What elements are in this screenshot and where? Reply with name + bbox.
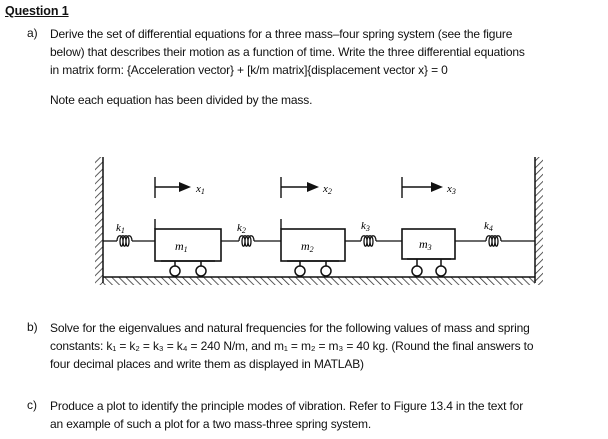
mass-1-block [155, 229, 221, 261]
mass-label-2: m2 [301, 239, 314, 254]
spring-2 [221, 236, 281, 247]
spring-1 [103, 236, 155, 247]
part-a-line-1: Derive the set of differential equations for a three mass–four spring system (see the figure [50, 27, 513, 41]
part-c-label: c) [27, 398, 37, 412]
spring-label-2: k2 [237, 222, 246, 235]
part-a-line-2: below) that describes their motion as a function of time. Write the three differential equations [50, 45, 525, 59]
displacement-arrow-3 [402, 177, 443, 198]
floor [103, 277, 535, 285]
mass-1-wheels [161, 261, 215, 276]
displacement-label-2: x2 [323, 183, 332, 196]
displacement-arrow-2 [281, 177, 319, 198]
displacement-label-3: x3 [447, 183, 456, 196]
part-b-line-3: four decimal places and write them as displayed in MATLAB) [50, 357, 364, 371]
mass-label-3: m3 [419, 237, 432, 252]
right-wall [535, 157, 543, 285]
part-a-line-3: in matrix form: {Acceleration vector} + [k/m matrix]{displacement vector x} = 0 [50, 63, 448, 77]
left-wall [95, 157, 103, 285]
spring-label-1: k1 [116, 222, 125, 235]
displacement-label-1: x1 [196, 183, 205, 196]
part-b-label: b) [27, 320, 38, 334]
mass-label-1: m1 [175, 239, 188, 254]
part-a-label: a) [27, 26, 38, 40]
part-b-line-1: Solve for the eigenvalues and natural frequencies for the following values of mass and spring [50, 321, 530, 335]
mass-spring-figure [95, 155, 545, 295]
part-a-note: Note each equation has been divided by the mass. [50, 93, 313, 107]
spring-3 [345, 236, 402, 247]
part-c-line-2: an example of such a plot for a two mass-three spring system. [50, 417, 371, 431]
spring-label-3: k3 [361, 220, 370, 233]
mass-3-wheels [407, 259, 451, 276]
question-title: Question 1 [5, 4, 69, 18]
spring-label-4: k4 [484, 220, 493, 233]
displacement-arrow-1 [155, 177, 191, 198]
mass-2-wheels [287, 261, 339, 276]
part-b-line-2: constants: k₁ = k₂ = k₃ = k₄ = 240 N/m, and m₁ = m₂ = m₃ = 40 kg. (Round the final answers to [50, 339, 534, 353]
part-c-line-1: Produce a plot to identify the principle modes of vibration. Refer to Figure 13.4 in the text for [50, 399, 524, 413]
spring-4 [455, 236, 535, 247]
